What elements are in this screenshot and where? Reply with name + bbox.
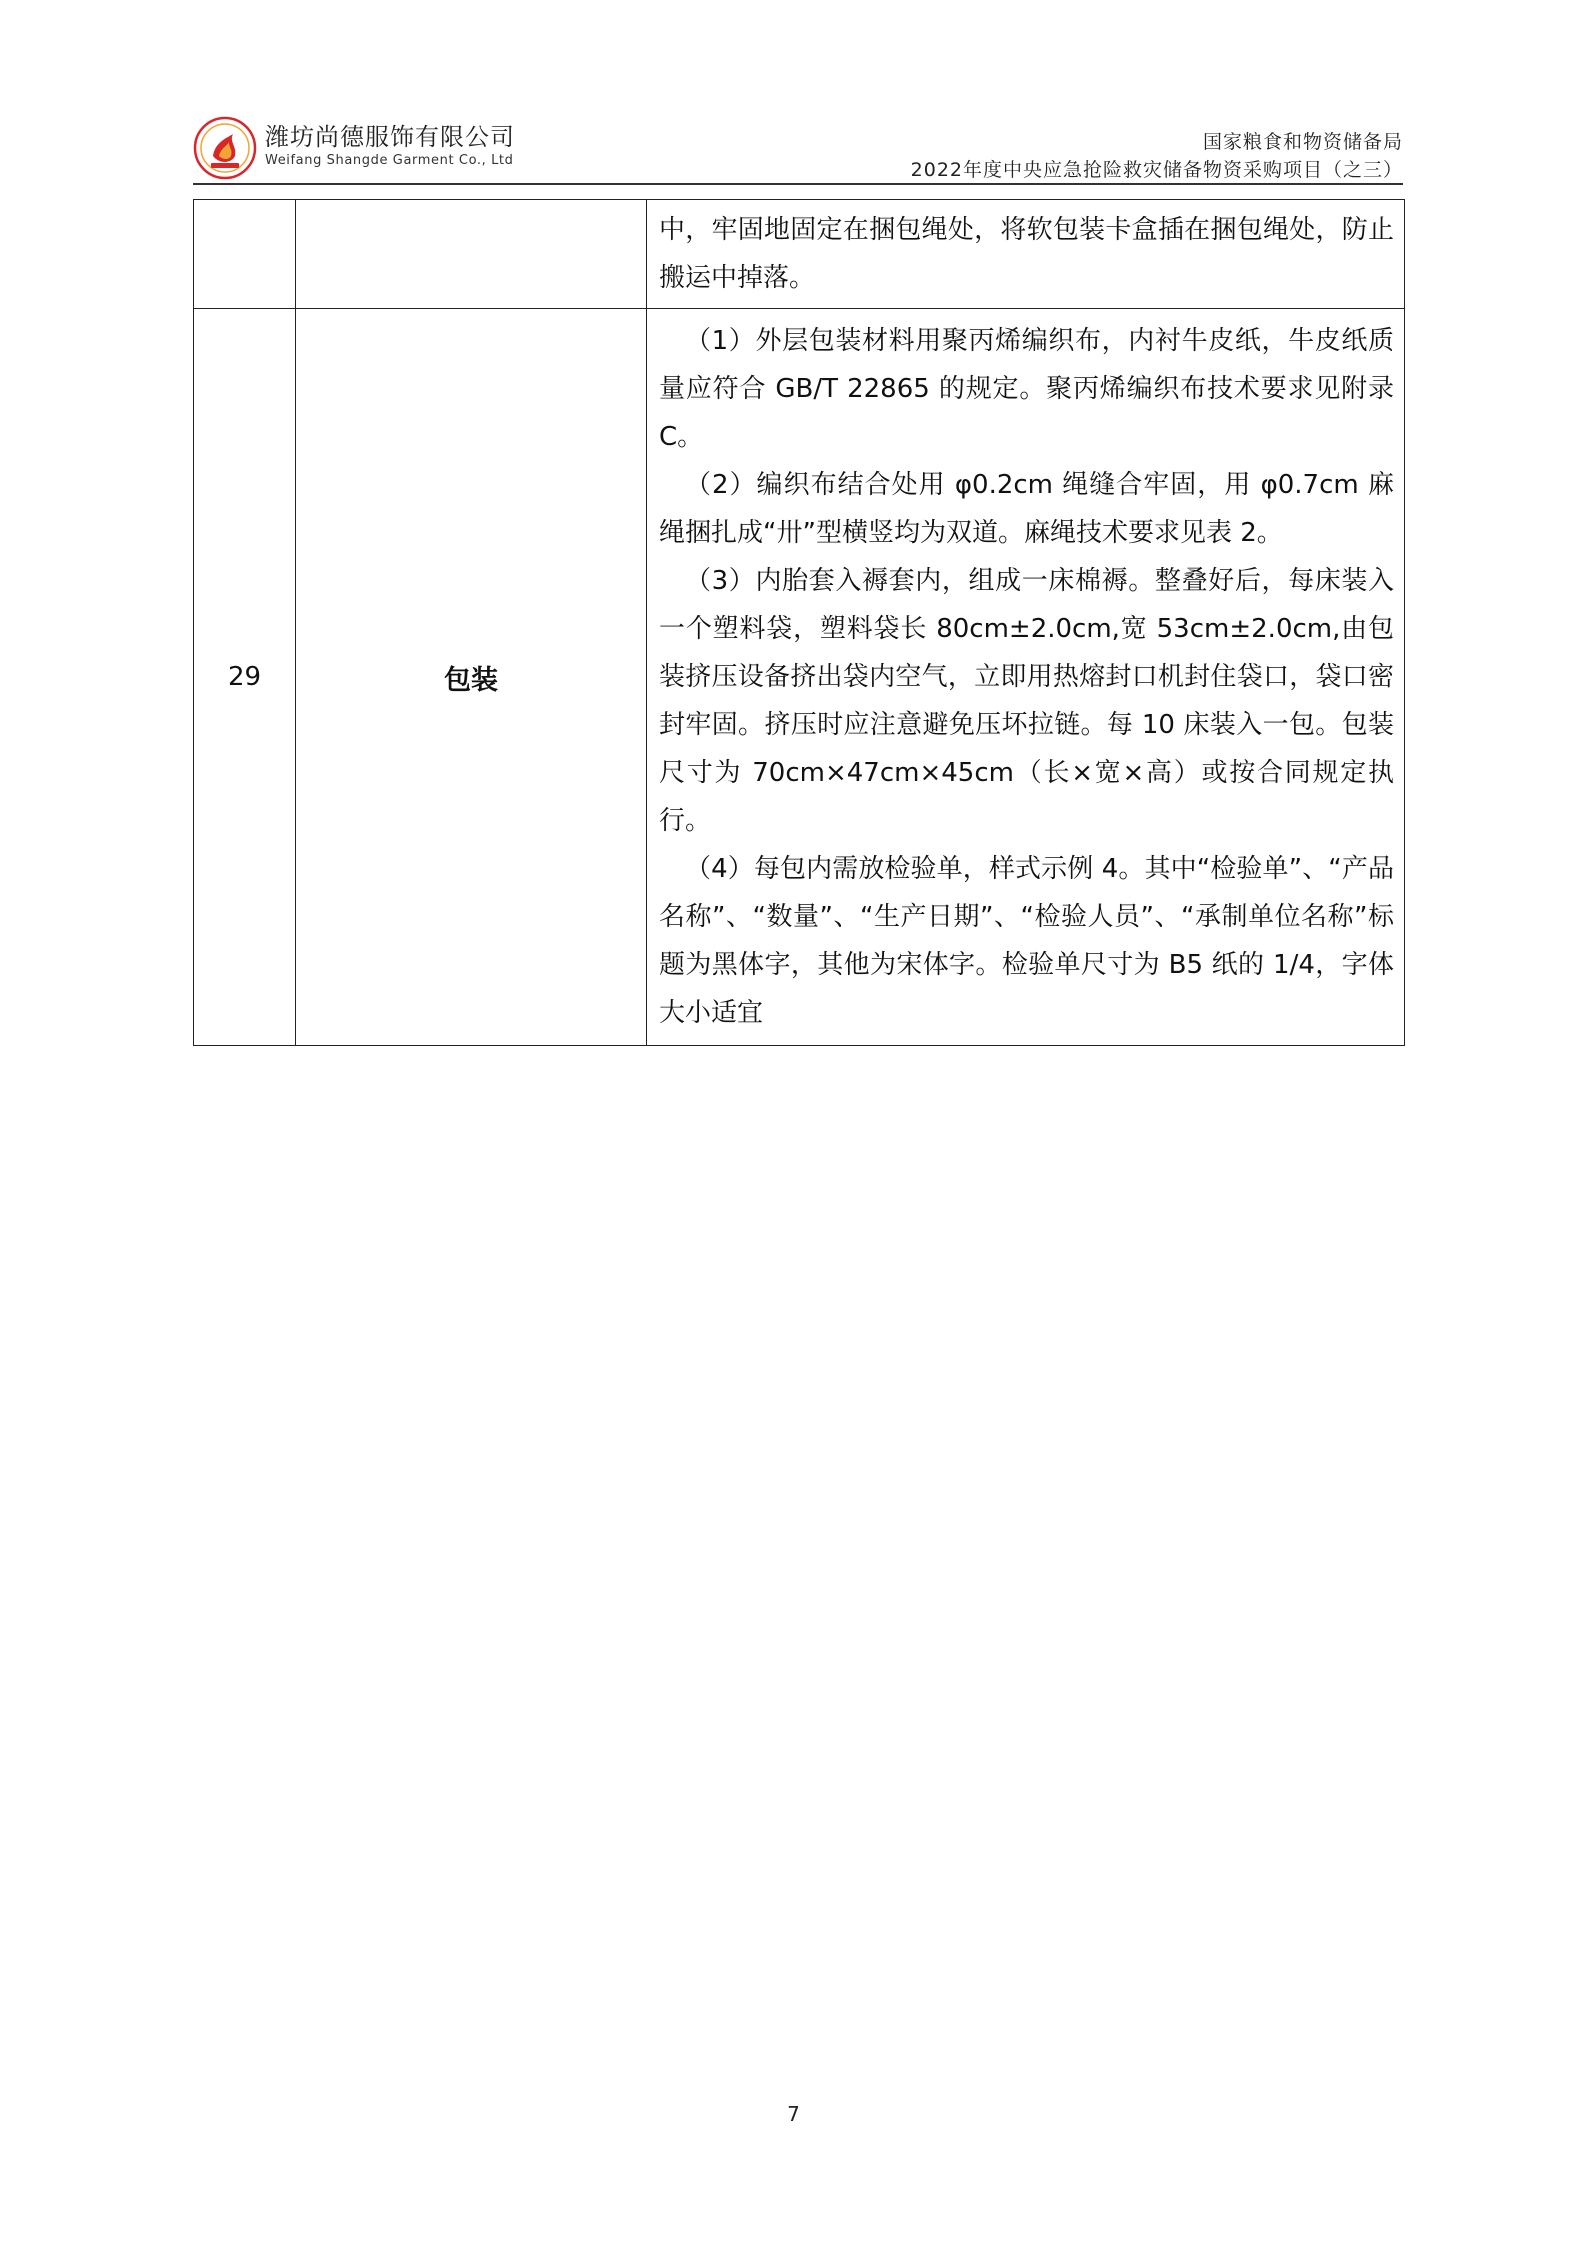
company-name — [265, 122, 515, 170]
row-item — [296, 200, 647, 309]
row-number: 29 — [194, 309, 296, 1046]
requirement-paragraph: （3）内胎套入褥套内，组成一床棉褥。整叠好后，每床装入一个塑料袋，塑料袋长 80cm±2.0cm,宽 53cm±2.0cm,由包装挤压设备挤出袋内空气，立即用热熔封口机封住袋口，袋口密封牢固。挤压时应注意避免压坏拉链。每 10 床装入一包。包装尺寸为 70cm×47cm×45cm（长×宽×高）或按合同规定执行。 — [659, 566, 1394, 836]
requirement-paragraph: （1）外层包装材料用聚丙烯编织布，内衬牛皮纸，牛皮纸质量应符合 GB/T 22865 的规定。聚丙烯编织布技术要求见附录 C。 — [659, 326, 1394, 452]
row-requirements — [647, 309, 1405, 1046]
spec-table — [193, 199, 1405, 1046]
row-requirements — [647, 200, 1405, 309]
company-name-en: Weifang Shangde Garment Co., Ltd — [265, 153, 514, 168]
page-number: 7 — [787, 2102, 800, 2126]
company-name-cn: 潍坊尚德服饰有限公司 — [265, 123, 515, 151]
header-org: 国家粮食和物资储备局 — [1202, 131, 1403, 153]
row-item: 包装 — [296, 309, 647, 1046]
requirement-paragraph: （4）每包内需放检验单，样式示例 4。其中“检验单”、“产品名称”、“数量”、“生产日期”、“检验人员”、“承制单位名称”标题为黑体字，其他为宋体字。检验单尺寸为 B5 纸的 1/4，字体大小适宜 — [659, 854, 1394, 1028]
row-number — [194, 200, 296, 309]
table-row — [194, 200, 1405, 309]
table-row — [194, 309, 1405, 1046]
company-logo-icon — [193, 116, 257, 180]
requirement-paragraph: （2）编织布结合处用 φ0.2cm 绳缝合牢固，用 φ0.7cm 麻绳捆扎成“卅”型横竖均为双道。麻绳技术要求见表 2。 — [659, 470, 1394, 548]
header-project-info — [911, 128, 1403, 184]
header-divider — [193, 183, 1403, 185]
page-header — [193, 112, 1403, 184]
requirement-paragraph: 中，牢固地固定在捆包绳处，将软包装卡盒插在捆包绳处，防止搬运中掉落。 — [659, 215, 1394, 293]
header-project: 2022年度中央应急抢险救灾储备物资采购项目（之三） — [910, 159, 1403, 181]
